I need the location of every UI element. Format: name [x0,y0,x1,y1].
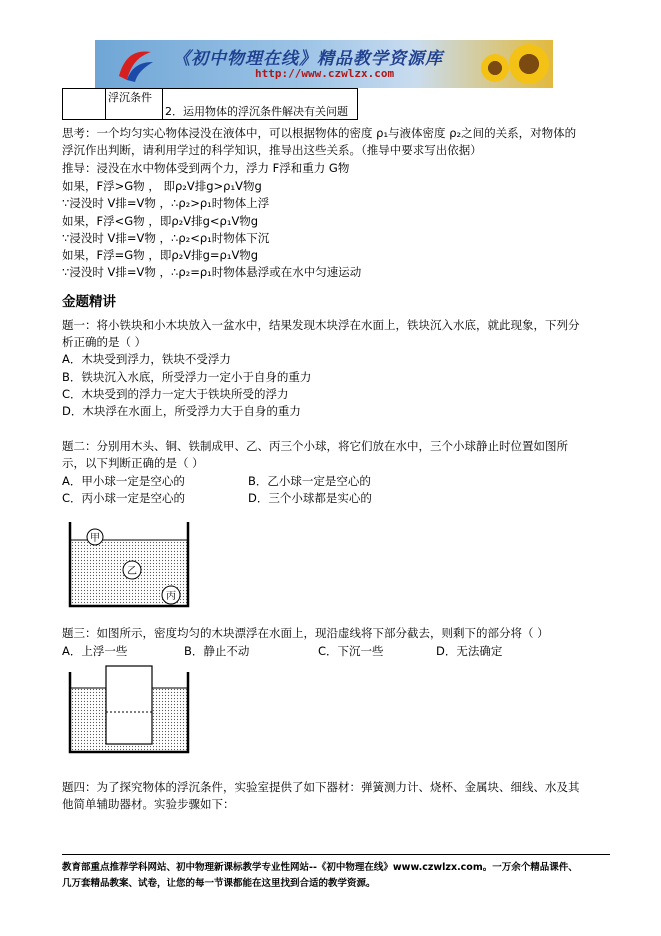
ball-label: 乙 [127,566,137,577]
table-topic-cell: 浮沉条件 [106,89,163,120]
q2-stem: 示，以下判断正确的是（ ） [62,456,204,470]
derivation-line: 如果，F浮=G物 ，即ρ₂V排g=ρ₁V物g [62,248,259,262]
footer-line: 教育部重点推荐学科网站、初中物理新课标教学专业性网站--《初中物理在线》www.czwlzx.com。一万余个精品课件、 [62,862,578,873]
derivation-line: ∵浸没时 V排=V物 ，∴ρ₂>ρ₁时物体上浮 [62,196,270,210]
derivation-line: ∵浸没时 V排=V物 ，∴ρ₂=ρ₁时物体悬浮或在水中匀速运动 [62,265,362,279]
banner-title: 《初中物理在线》精品教学资源库 [173,49,443,69]
derivation-line: 如果，F浮<G物 ，即ρ₂V排g<ρ₁V物g [62,214,259,228]
think-line: 浮沉作出判断，请利用学过的科学知识，推导出这些关系。（推导中要求写出依据） [62,143,482,157]
q1-option: A．木块受到浮力，铁块不受浮力 [62,352,231,366]
q2-option: A．甲小球一定是空心的 [62,474,185,488]
q1-option: C．木块受到的浮力一定大于铁块所受的浮力 [62,387,289,401]
site-logo-icon [115,46,155,84]
header-banner [95,40,553,88]
banner-url: http://www.czwlzx.com [255,67,395,80]
sunflower-icon [481,54,509,82]
sunflower-icon [509,44,549,84]
q4-stem: 他简单辅助器材。实验步骤如下： [62,797,235,811]
derivation-line: ∵浸没时 V排=V物 ，∴ρ₂<ρ₁时物体下沉 [62,231,270,245]
q3-block-figure [68,664,192,756]
ball-label: 甲 [90,533,100,544]
think-line: 思考：一个均匀实心物体浸没在液体中，可以根据物体的密度 ρ₁与液体密度 ρ₂之间的关系，对物体的 [62,126,577,140]
table-empty-cell [63,89,106,120]
q2-option: C．丙小球一定是空心的 [62,491,186,505]
q2-balls-figure [68,520,192,610]
q3-option: C．下沉一些 [318,644,384,658]
derivation-line: 推导：浸没在水中物体受到两个力，浮力 F浮和重力 G物 [62,161,350,175]
q1-stem: 析正确的是（ ） [62,335,147,349]
topic-table [62,88,358,120]
ball-label: 丙 [166,591,176,602]
derivation-line: 如果，F浮>G物 ， 即ρ₂V排g>ρ₁V物g [62,179,262,193]
q1-option: D．木块浮在水面上，所受浮力大于自身的重力 [62,404,301,418]
q3-option: B．静止不动 [184,644,250,658]
q1-option: B．铁块沉入水底，所受浮力一定小于自身的重力 [62,370,312,384]
q2-stem: 题二：分别用木头、铜、铁制成甲、乙、丙三个小球，将它们放在水中，三个小球静止时位置如图所 [62,439,568,453]
q3-option: A．上浮一些 [62,644,128,658]
wood-block [106,666,152,744]
q2-option: D．三个小球都是实心的 [248,491,372,505]
q1-stem: 题一：将小铁块和小木块放入一盆水中，结果发现木块浮在水面上，铁块沉入水底，就此现象，下列分 [62,318,580,332]
section-title: 金题精讲 [62,294,116,310]
q4-stem: 题四：为了探究物体的浮沉条件，实验室提供了如下器材：弹簧测力计、烧杯、金属块、细线、水及其 [62,780,580,794]
q2-option: B．乙小球一定是空心的 [248,474,371,488]
q3-option: D．无法确定 [436,644,503,658]
footer-line: 几万套精品教案、试卷，让您的每一节课都能在这里找到合适的教学资源。 [62,878,376,889]
table-goal-cell: 2．运用物体的浮沉条件解决有关问题 [163,89,358,120]
q3-stem: 题三：如图所示，密度均匀的木块漂浮在水面上，现沿虚线将下部分截去，则剩下的部分将（ ） [62,626,549,640]
footer-divider [62,854,610,855]
